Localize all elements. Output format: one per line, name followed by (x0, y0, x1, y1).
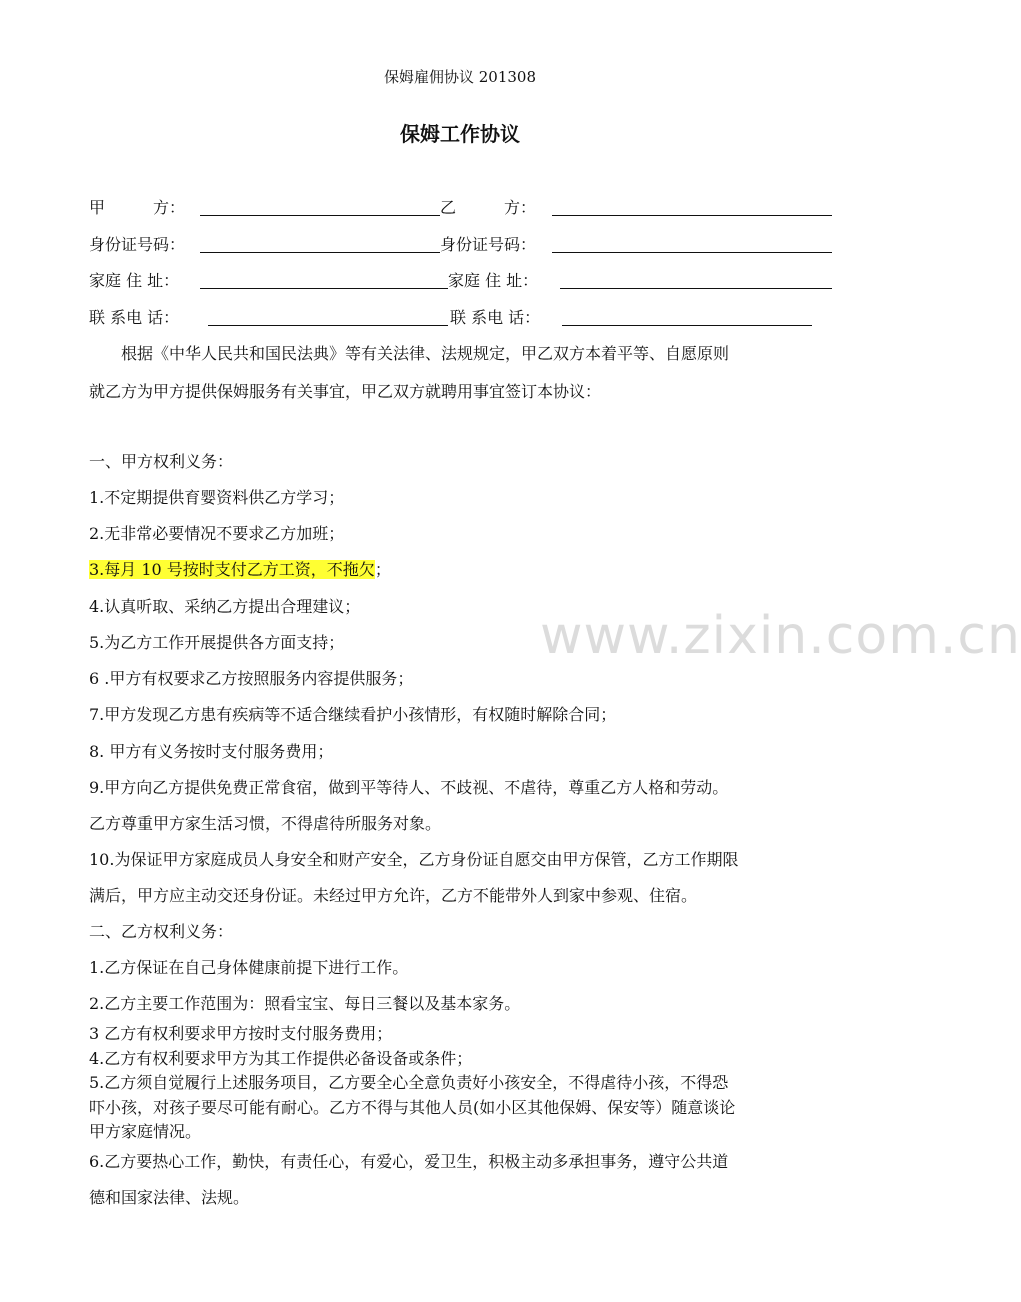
list-item: 乙方尊重甲方家生活习惯，不得虐待所服务对象。 (89, 814, 442, 833)
party-a-blank (200, 215, 440, 216)
list-item: 10.为保证甲方家庭成员人身安全和财产安全，乙方身份证自愿交由甲方保管，乙方工作期限 (89, 850, 739, 869)
page-header: 保姆雇佣协议 201308 (383, 68, 537, 86)
party-a-address-label: 家庭 住 址： (89, 271, 180, 290)
party-a-id-label: 身份证号码： (89, 235, 186, 254)
list-item: 吓小孩，对孩子要尽可能有耐心。乙方不得与其他人员(如小区其他保姆、保安等）随意谈论 (89, 1098, 736, 1117)
list-item-tail: ； (374, 560, 391, 579)
party-b-blank (552, 215, 832, 216)
party-a-id-blank (200, 252, 440, 253)
highlighted-text: 3.每月 10 号按时支付乙方工资，不拖欠 (89, 560, 375, 579)
party-b-label: 乙 方： (440, 198, 537, 217)
list-item: 1.乙方保证在自己身体健康前提下进行工作。 (89, 958, 409, 977)
list-item: 2.乙方主要工作范围为：照看宝宝、每日三餐以及基本家务。 (89, 994, 521, 1013)
party-b-phone-label: 联 系电 话： (450, 308, 541, 327)
party-b-id-blank (552, 252, 832, 253)
list-item: 1.不定期提供育婴资料供乙方学习； (89, 488, 345, 507)
list-item: 5.为乙方工作开展提供各方面支持； (89, 633, 345, 652)
list-item: 甲方家庭情况。 (89, 1122, 202, 1141)
list-item: 3 乙方有权利要求甲方按时支付服务费用； (89, 1024, 393, 1043)
party-a-label: 甲 方： (89, 198, 186, 217)
party-a-phone-label: 联 系电 话： (89, 308, 180, 327)
party-a-phone-blank (208, 325, 448, 326)
list-item: 满后，甲方应主动交还身份证。未经过甲方允许，乙方不能带外人到家中参观、住宿。 (89, 886, 698, 905)
list-item: 6 .甲方有权要求乙方按照服务内容提供服务； (89, 669, 414, 688)
document-title: 保姆工作协议 (400, 122, 520, 146)
list-item: 4.认真听取、采纳乙方提出合理建议； (89, 597, 361, 616)
list-item: 8. 甲方有义务按时支付服务费用； (89, 742, 334, 761)
party-b-address-blank (560, 288, 832, 289)
party-b-id-label: 身份证号码： (440, 235, 537, 254)
list-item: 6.乙方要热心工作，勤快，有责任心，有爱心，爱卫生，积极主动多承担事务，遵守公共道 (89, 1152, 729, 1171)
list-item: 9.甲方向乙方提供免费正常食宿，做到平等待人、不歧视、不虐待，尊重乙方人格和劳动。 (89, 778, 729, 797)
party-b-address-label: 家庭 住 址： (448, 271, 539, 290)
section-heading: 一、甲方权利义务： (89, 452, 234, 471)
list-item (89, 560, 391, 580)
list-item: 7.甲方发现乙方患有疾病等不适合继续看护小孩情形，有权随时解除合同； (89, 705, 617, 724)
list-item: 5.乙方须自觉履行上述服务项目，乙方要全心全意负责好小孩安全，不得虐待小孩，不得恐 (89, 1073, 729, 1092)
intro-line: 根据《中华人民共和国民法典》等有关法律、法规规定，甲乙双方本着平等、自愿原则 (121, 344, 730, 363)
watermark: www.zixin.com.cn (540, 606, 1021, 666)
list-item: 德和国家法律、法规。 (89, 1188, 250, 1207)
list-item: 4.乙方有权利要求甲方为其工作提供必备设备或条件； (89, 1049, 473, 1068)
party-a-address-blank (200, 288, 448, 289)
list-item: 2.无非常必要情况不要求乙方加班； (89, 524, 345, 543)
intro-line: 就乙方为甲方提供保姆服务有关事宜，甲乙双方就聘用事宜签订本协议： (89, 382, 602, 401)
party-b-phone-blank (562, 325, 812, 326)
section-heading: 二、乙方权利义务： (89, 922, 234, 941)
